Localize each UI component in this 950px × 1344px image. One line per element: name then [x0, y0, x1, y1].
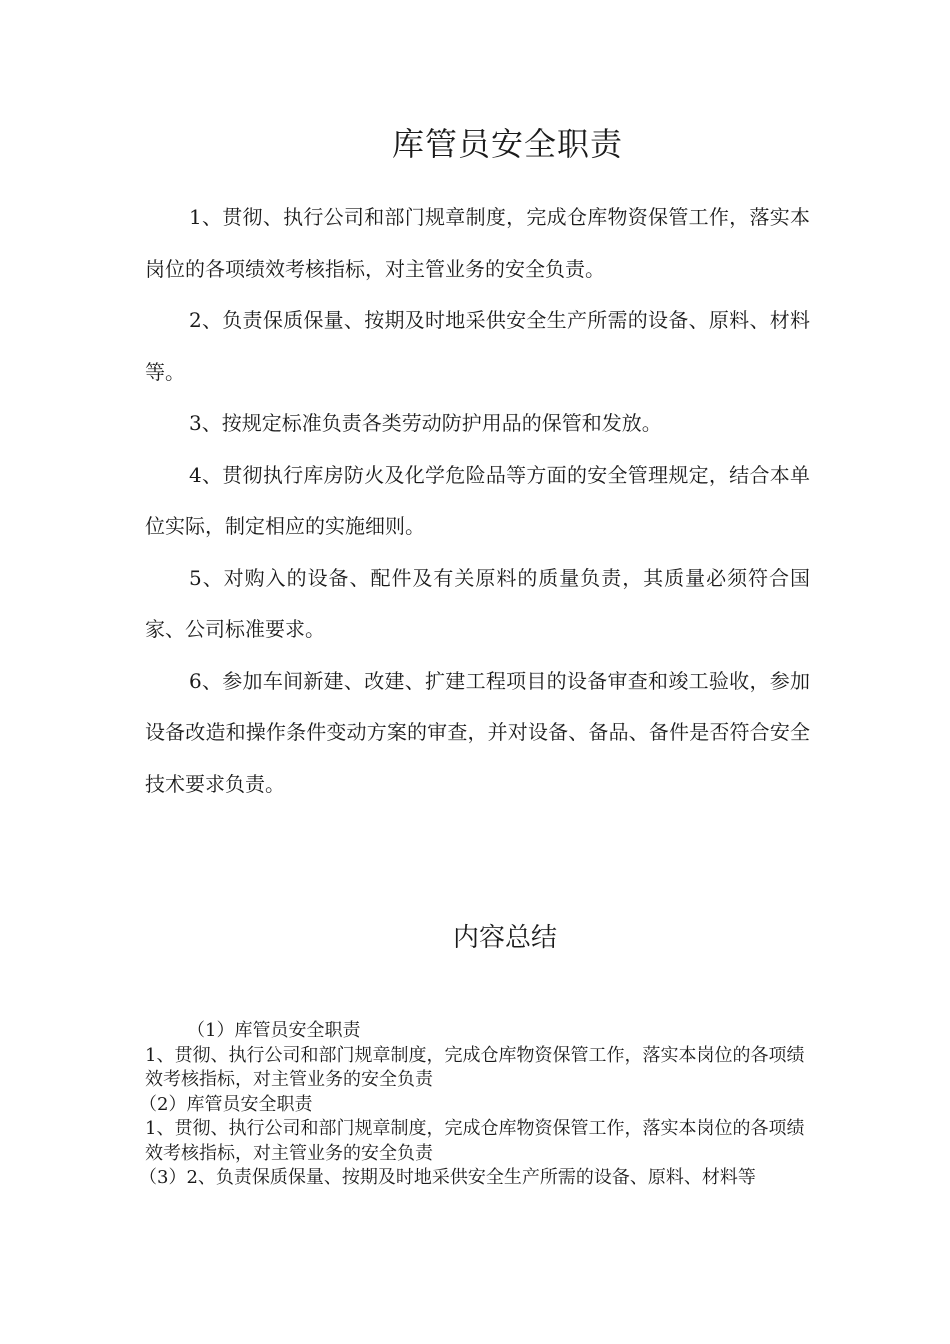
summary-line-5: （3）2、负责保质保量、按期及时地采供安全生产所需的设备、原料、材料等: [139, 1167, 756, 1188]
summary-title: 内容总结: [452, 923, 557, 953]
summary-line-3: （2）库管员安全职责: [139, 1093, 313, 1115]
paragraph-1: 1、贯彻、执行公司和部门规章制度，完成仓库物资保管工作，落实本岗位的各项绩效考核指标，对主管业务的安全负责。: [145, 205, 810, 281]
document-title: 库管员安全职责: [391, 125, 623, 163]
summary-line-4: 1、贯彻、执行公司和部门规章制度，完成仓库物资保管工作，落实本岗位的各项绩效考核指标，对主管业务的安全负责: [145, 1118, 805, 1164]
paragraph-5: 5、对购入的设备、配件及有关原料的质量负责，其质量必须符合国家、公司标准要求。: [145, 565, 810, 641]
summary-line-1: （1）库管员安全职责: [187, 1020, 361, 1041]
paragraph-2: 2、负责保质保量、按期及时地采供安全生产所需的设备、原料、材料等。: [145, 308, 810, 384]
document-body: [145, 192, 810, 810]
paragraph-4: 4、贯彻执行库房防火及化学危险品等方面的安全管理规定，结合本单位实际，制定相应的实施细则。: [145, 462, 810, 538]
summary-section: [139, 1019, 810, 1191]
paragraph-6: 6、参加车间新建、改建、扩建工程项目的设备审查和竣工验收，参加设备改造和操作条件变动方案的审查，并对设备、备品、备件是否符合安全技术要求负责。: [145, 668, 810, 796]
paragraph-3: 3、按规定标准负责各类劳动防护用品的保管和发放。: [189, 411, 662, 435]
summary-line-2: 1、贯彻、执行公司和部门规章制度，完成仓库物资保管工作，落实本岗位的各项绩效考核指标，对主管业务的安全负责: [145, 1044, 805, 1090]
